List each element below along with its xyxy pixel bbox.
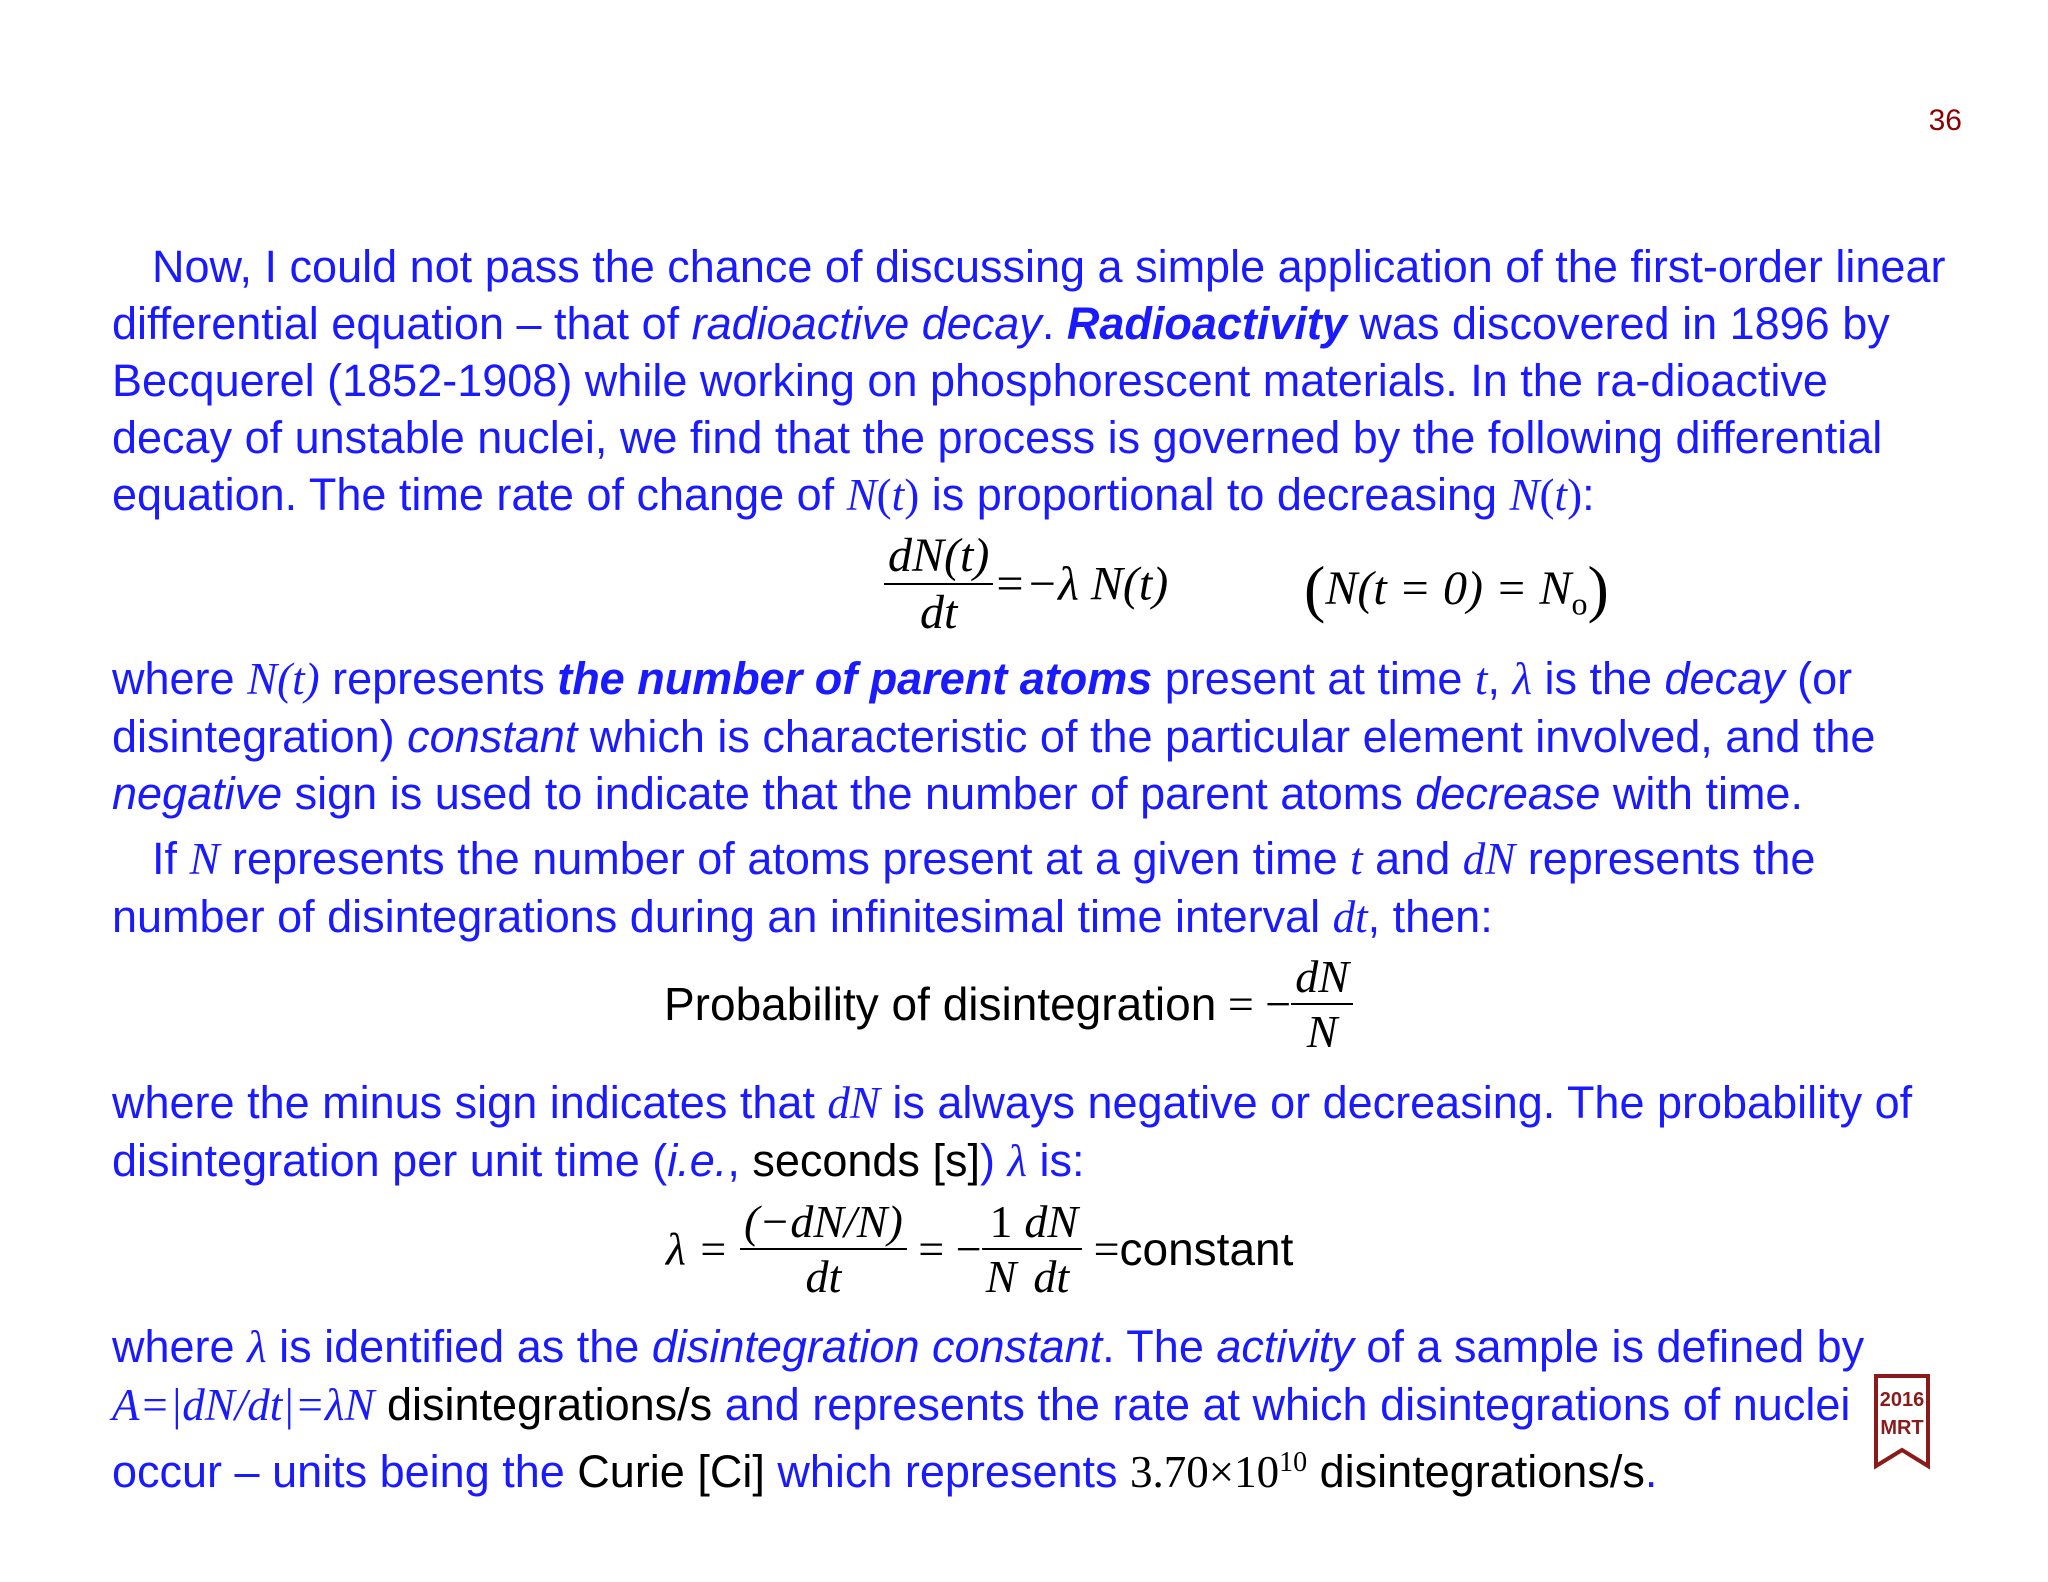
equation-fraction: $\frac{dN}{N}$ [1291, 950, 1353, 1058]
page-number: 36 [1928, 104, 1962, 137]
paragraph-disintegrations: If N represents the number of atoms present at a given time t and dN represents the number of disintegrations during an infinitesimal time interval dt, then: [112, 833, 1816, 942]
equation-fraction: $\frac{dN(t)}{dt}$ [884, 528, 993, 640]
badge-initials: MRT [1880, 1417, 1924, 1439]
equation-decay: $\frac{dN(t)}{dt}$ =−λ N(t) [884, 528, 1168, 640]
equation-fraction: $\frac{dN}{dt}$ [1020, 1195, 1082, 1303]
equation-initial-condition: $(N(t = 0) = N_o)$ [1304, 553, 1609, 624]
equation-fraction: $\frac{(-dN/N)}{dt}$ [740, 1195, 907, 1303]
badge-year: 2016 [1879, 1389, 1925, 1411]
equation-lambda: λ = $\frac{(-dN/N)}{dt}$ = − $\frac{1}{N}$ $\frac{dN}{dt}$ =constant [666, 1196, 1294, 1302]
paragraph-minus-sign: where the minus sign indicates that dN is always negative or decreasing. The probability of disintegration per unit time (i.e., seconds [s]) λ is: [112, 1077, 1913, 1186]
paragraph-intro: Now, I could not pass the chance of discussing a simple application of the first-order linear differential equation – that of radioactive decay. Radioactivity was discovered in 1896 by Becquerel (1852-1908) while working on phosphorescent materials. In the ra-dioactive decay of unstable nuclei, we find that the process is governed by the following differential equation. The time rate of change of N(t) is proportional to decreasing N(t): [112, 241, 1946, 520]
equation-fraction: $\frac{1}{N}$ [982, 1195, 1021, 1303]
mrt-2016-badge [1872, 1372, 1932, 1472]
paragraph-definition: where N(t) represents the number of parent atoms present at time t, λ is the decay (or disintegration) constant which is characteristic of the particular element involved, and the negative sign is used to indicate that the number of parent atoms decrease with time. [112, 653, 1876, 819]
equation-probability: Probability of disintegration = − $\frac{dN}{N}$ [664, 950, 1353, 1058]
paragraph-activity: where λ is identified as the disintegration constant. The activity of a sample is defined by A=|dN/dt|=λN disintegrations/s and represents the rate at which disintegrations of nuclei occur – units being the Curie [Ci] which represents $3.70\times 10^{10}$ disintegrations/s. [112, 1321, 1865, 1497]
